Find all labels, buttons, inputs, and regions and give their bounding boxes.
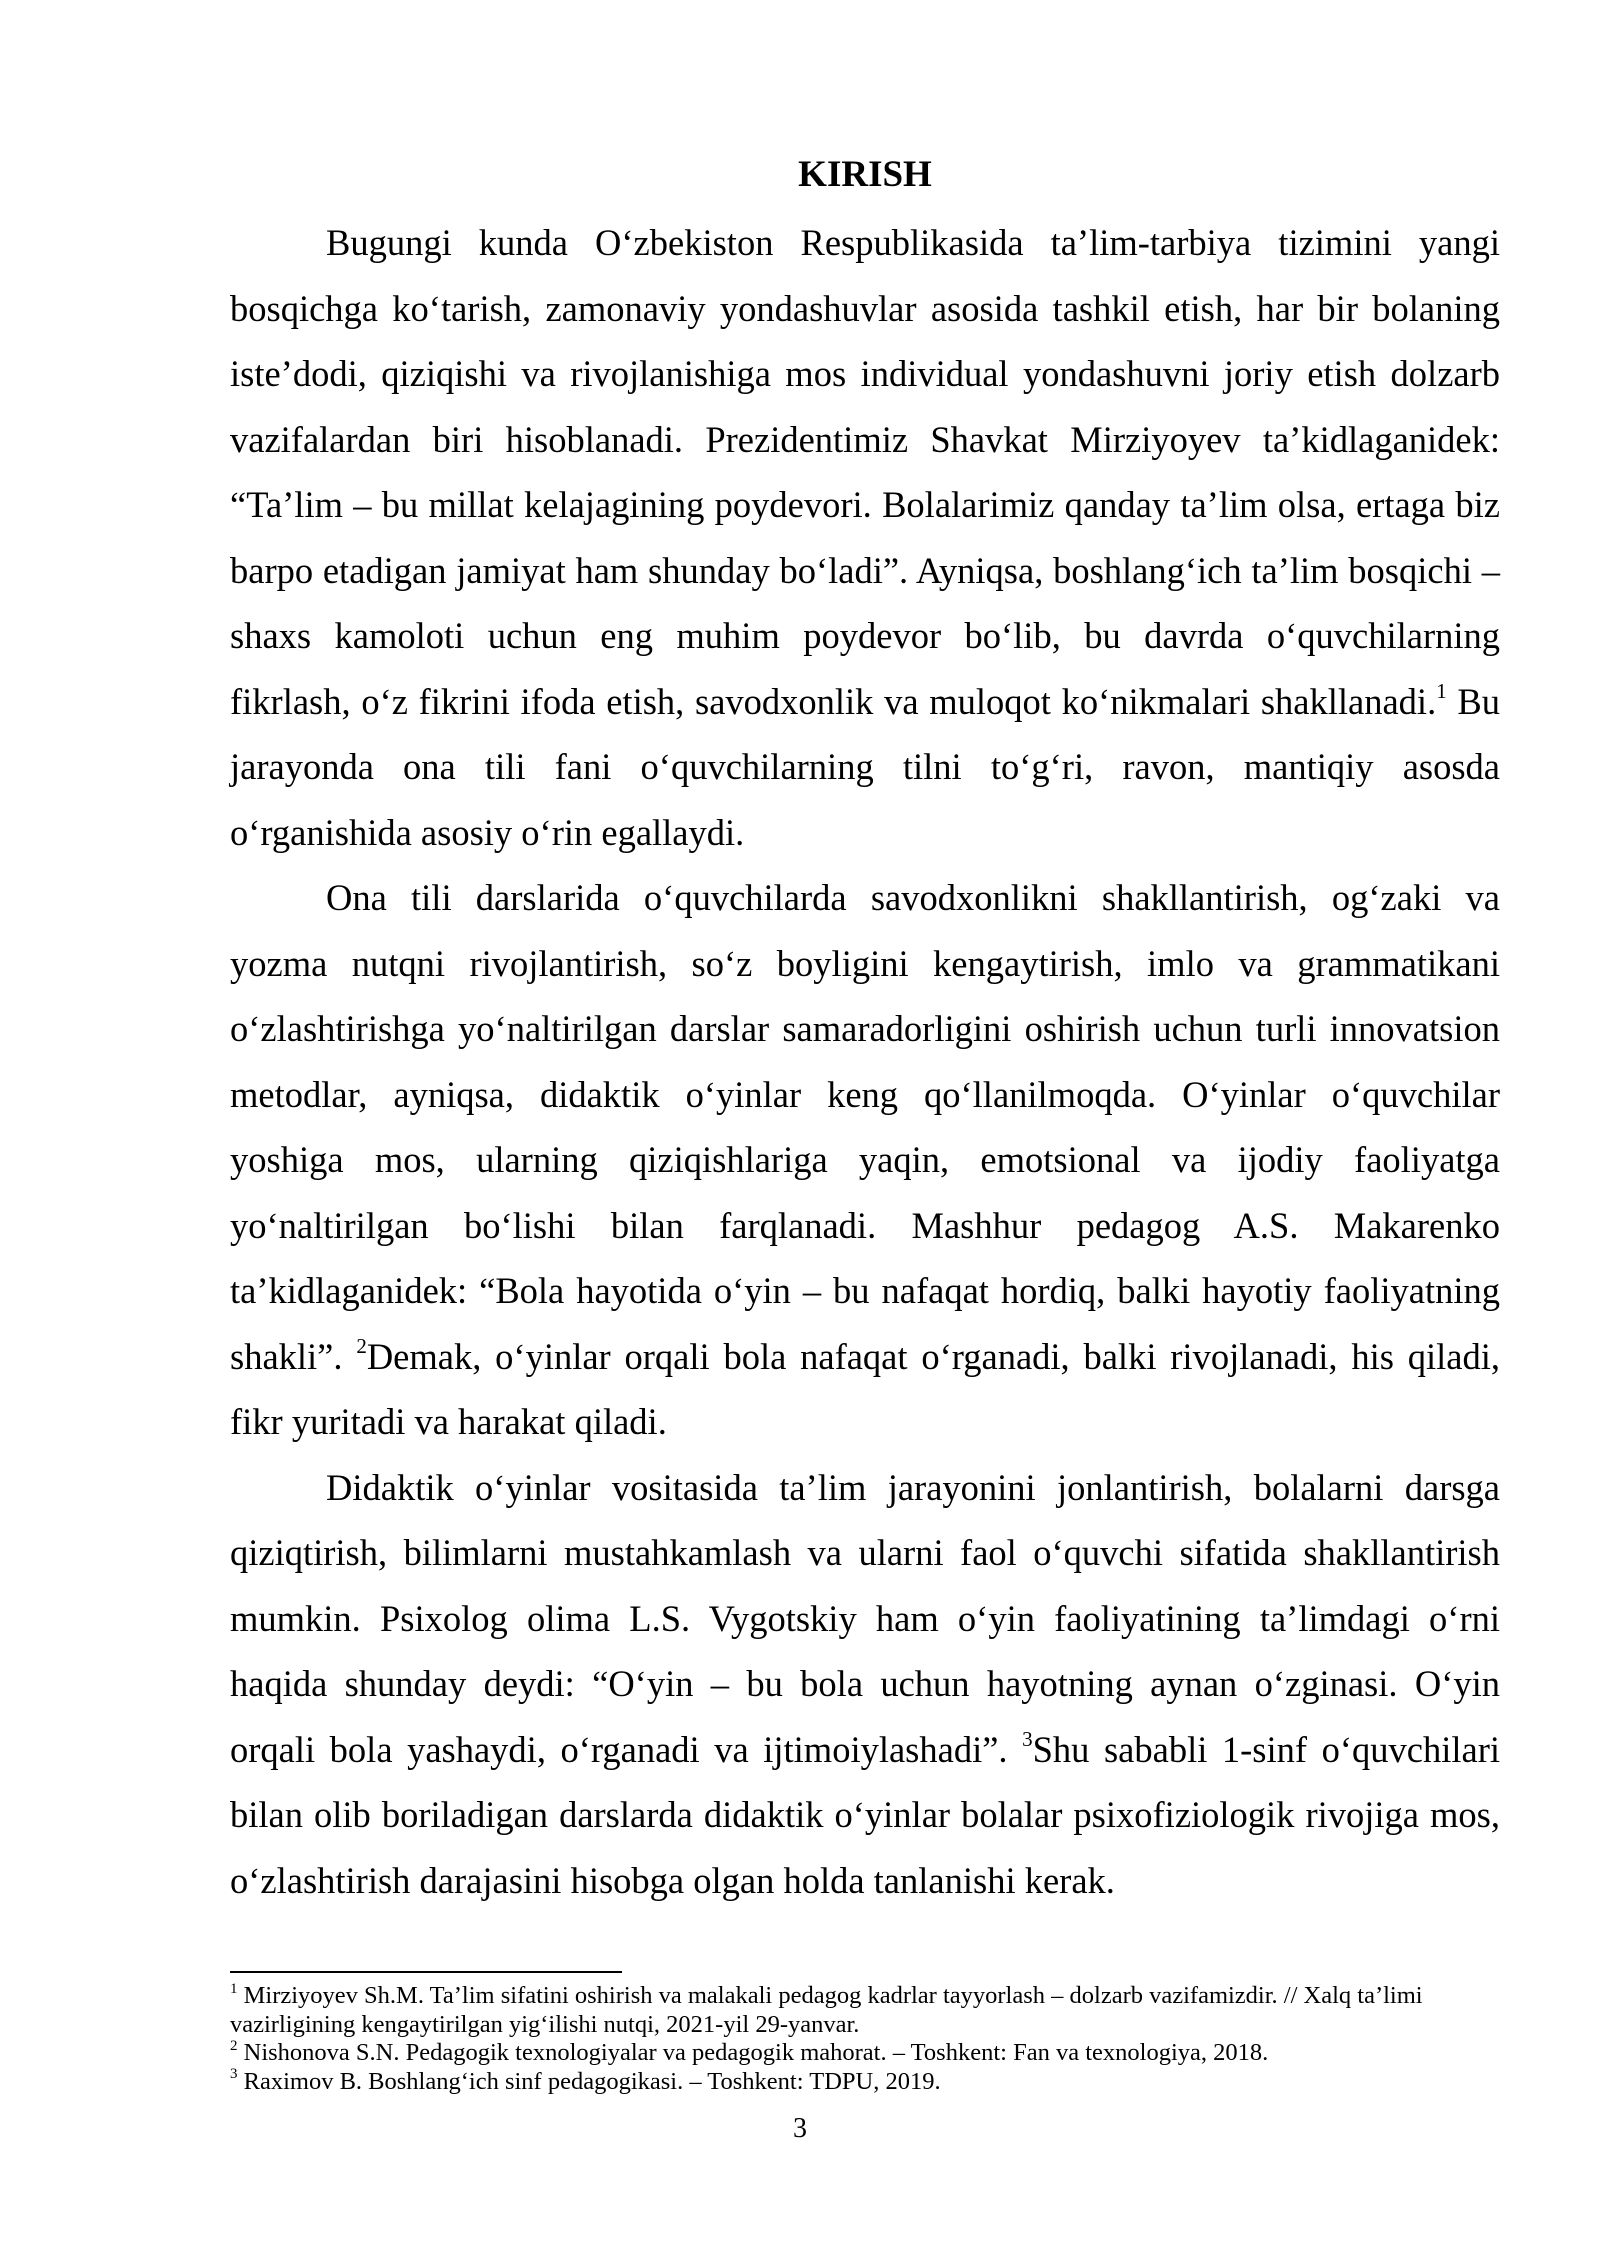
paragraph-3 <box>230 1455 1500 1914</box>
footnote-number-1: 1 <box>230 1980 238 1997</box>
section-title: KIRISH <box>798 154 932 195</box>
body-text <box>230 210 1500 1913</box>
footnote-text-2: Nishonova S.N. Pedagogik texnologiyalar va pedagogik mahorat. – Toshkent: Fan va texnologiya, 2018. <box>237 2039 1269 2066</box>
page-number: 3 <box>793 2113 807 2144</box>
paragraph-3-text-a: Didaktik o‘yinlar vositasida ta’lim jarayonini jonlantirish, bolalarni darsga qiziqtirish, bilimlarni mustahkamlash va ularni faol o‘quvchi sifatida shakllantirish mumkin. Psixolog olima L.S. Vygotskiy ham o‘yin faoliyatining ta’limdagi o‘rni haqida shunday deydi: “O‘yin – bu bola uchun hayotning aynan o‘zginasi. O‘yin orqali bola yashaydi, o‘rganadi va ijtimoiylashadi”. <box>230 1466 1500 1770</box>
footnote-ref-2: 2 <box>356 1334 367 1359</box>
footnote-number-3: 3 <box>230 2066 238 2083</box>
footnote-ref-3: 3 <box>1022 1727 1033 1752</box>
footnote-text-1: Mirziyoyev Sh.M. Ta’lim sifatini oshirish va malakali pedagog kadrlar tayyorlash – dolzarb vazifamizdir. // Xalq ta’limi vazirligining kengaytirilgan yig‘ilishi nutqi, 2021-yil 29-yanvar. <box>230 1982 1423 2038</box>
paragraph-3-text-b: Shu sababli 1-sinf o‘quvchilari bilan olib boriladigan darslarda didaktik o‘yinlar bolalar psixofiziologik rivojiga mos, o‘zlashtirish darajasini hisobga olgan holda tanlanishi kerak. <box>230 1728 1500 1901</box>
footnote-2 <box>230 2039 1500 2068</box>
paragraph-1 <box>230 210 1500 865</box>
footnote-text-3: Raximov B. Boshlang‘ich sinf pedagogikasi. – Toshkent: TDPU, 2019. <box>237 2067 941 2095</box>
footnote-number-2: 2 <box>230 2037 238 2054</box>
footnotes <box>230 1982 1500 2096</box>
paragraph-2 <box>230 865 1500 1455</box>
paragraph-1-text-a: Bugungi kunda O‘zbekiston Respublikasida ta’lim-tarbiya tizimini yangi bosqichga ko‘tarish, zamonaviy yondashuvlar asosida tashkil etish, har bir bolaning iste’dodi, qiziqishi va rivojlanishiga mos individual yondashuvni joriy etish dolzarb vazifalardan biri hisoblanadi. Prezidentimiz Shavkat Mirziyoyev ta’kidlaganidek: “Ta’lim – bu millat kelajagining poydevori. Bolalarimiz qanday ta’lim olsa, ertaga biz barpo etadigan jamiyat ham shunday bo‘ladi”. Ayniqsa, boshlang‘ich ta’lim bosqichi – shaxs kamoloti uchun eng muhim poydevor bo‘lib, bu davrda o‘quvchilarning fikrlash, o‘z fikrini ifoda etish, savodxonlik va muloqot ko‘nikmalari shakllanadi. <box>230 222 1500 722</box>
footnote-ref-1: 1 <box>1436 679 1447 704</box>
footnote-1 <box>230 1982 1500 2039</box>
paragraph-2-text-a: Ona tili darslarida o‘quvchilarda savodxonlikni shakllantirish, og‘zaki va yozma nutqni rivojlantirish, so‘z boyligini kengaytirish, imlo va grammatikani o‘zlashtirishga yo‘naltirilgan darslar samaradorligini oshirish uchun turli innovatsion metodlar, ayniqsa, didaktik o‘yinlar keng qo‘llanilmoqda. O‘yinlar o‘quvchilar yoshiga mos, ularning qiziqishlariga yaqin, emotsional va ijodiy faoliyatga yo‘naltirilgan bo‘lishi bilan farqlanadi. Mashhur pedagog A.S. Makarenko ta’kidlaganidek: “Bola hayotida o‘yin – bu nafaqat hordiq, balki hayotiy faoliyatning shakli”. <box>230 877 1500 1377</box>
paragraph-1-text-b: Bu jarayonda ona tili fani o‘quvchilarning tilni to‘g‘ri, ravon, mantiqiy asosda o‘rganishida asosiy o‘rin egallaydi. <box>230 680 1500 853</box>
footnote-separator <box>230 1971 622 1973</box>
footnote-3 <box>230 2068 1500 2097</box>
paragraph-2-text-b: Demak, o‘yinlar orqali bola nafaqat o‘rganadi, balki rivojlanadi, his qiladi, fikr yuritadi va harakat qiladi. <box>230 1335 1500 1442</box>
